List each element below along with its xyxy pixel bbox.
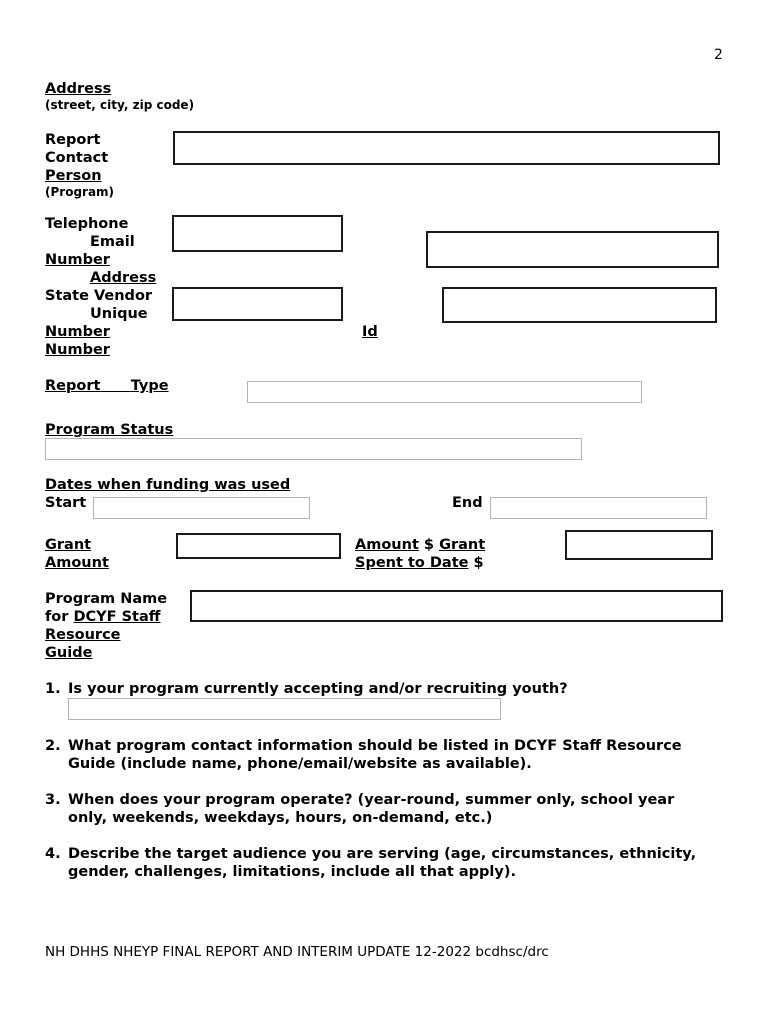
report-contact-label-2: Contact (45, 150, 109, 166)
question-1: 1. Is your program currently accepting and/or recruiting youth? (45, 681, 568, 697)
question-3: 3. When does your program operate? (year-round, summer only, school year only, weekends, weekdays, hours, on-demand, etc.) (45, 792, 675, 826)
telephone-label-1: Telephone (45, 216, 129, 232)
question-2-text-1: What program contact information should be listed in DCYF Staff Resource (68, 738, 682, 754)
state-vendor-field[interactable] (172, 287, 343, 321)
footer-text: NH DHHS NHEYP FINAL REPORT AND INTERIM UPDATE 12-2022 bcdhsc/drc (45, 944, 549, 960)
email-label-2: Address (90, 270, 157, 286)
program-name-label-4: Guide (45, 645, 93, 661)
amount-spent-label-2: Spent to Date $ (355, 555, 484, 571)
unique-id-label: Id (362, 324, 378, 340)
telephone-field[interactable] (172, 215, 343, 252)
unique-label-1: Unique (90, 306, 148, 322)
start-date-field[interactable] (93, 497, 310, 519)
question-4-text-2: gender, challenges, limitations, include all that apply). (68, 864, 516, 880)
question-4-text-1: Describe the target audience you are serving (age, circumstances, ethnicity, (68, 846, 697, 862)
report-contact-label-1: Report (45, 132, 101, 148)
question-2: 2. What program contact information should be listed in DCYF Staff Resource Guide (include name, phone/email/website as available). (45, 738, 682, 772)
address-hint: (street, city, zip code) (45, 98, 195, 112)
end-label: End (452, 495, 483, 511)
report-contact-label-3: Person (45, 168, 102, 184)
amount-spent-field[interactable] (565, 530, 713, 560)
amount-spent-label-1: Amount $ Grant (355, 537, 486, 553)
question-3-text-2: only, weekends, weekdays, hours, on-demand, etc.) (68, 810, 493, 826)
report-contact-field[interactable] (173, 131, 720, 165)
program-status-field[interactable] (45, 438, 582, 460)
grant-amount-field[interactable] (176, 533, 341, 559)
address-label: Address (45, 81, 112, 97)
program-name-field[interactable] (190, 590, 723, 622)
telephone-label-2: Number (45, 252, 110, 268)
question-1-text: Is your program currently accepting and/or recruiting youth? (68, 681, 568, 697)
report-type-label (45, 377, 169, 395)
program-status-label: Program Status (45, 422, 174, 438)
grant-amount-label-2: Amount (45, 555, 109, 571)
email-field[interactable] (426, 231, 719, 268)
dates-heading: Dates when funding was used (45, 477, 291, 493)
email-label-1: Email (90, 234, 135, 250)
start-label: Start (45, 495, 87, 511)
report-contact-hint: (Program) (45, 185, 115, 199)
unique-id-field[interactable] (442, 287, 717, 323)
program-name-label-1: Program Name (45, 591, 168, 607)
report-type-word-2: Type (130, 378, 169, 394)
page-number: 2 (714, 47, 723, 63)
question-3-text-1: When does your program operate? (year-round, summer only, school year (68, 792, 675, 808)
question-2-text-2: Guide (include name, phone/email/website as available). (68, 756, 532, 772)
grant-amount-label-1: Grant (45, 537, 92, 553)
state-vendor-label-2: Number (45, 324, 110, 340)
report-type-field[interactable] (247, 381, 642, 403)
question-1-answer-field[interactable] (68, 698, 501, 720)
program-name-label-3: Resource (45, 627, 121, 643)
end-date-field[interactable] (490, 497, 707, 519)
report-type-word-1: Report (45, 378, 101, 394)
state-vendor-label-1: State Vendor (45, 288, 153, 304)
question-4: 4. Describe the target audience you are serving (age, circumstances, ethnicity, gender, challenges, limitations, include all that apply). (45, 846, 697, 880)
unique-label-2: Number (45, 342, 110, 358)
program-name-label-2: for DCYF Staff (45, 609, 161, 625)
